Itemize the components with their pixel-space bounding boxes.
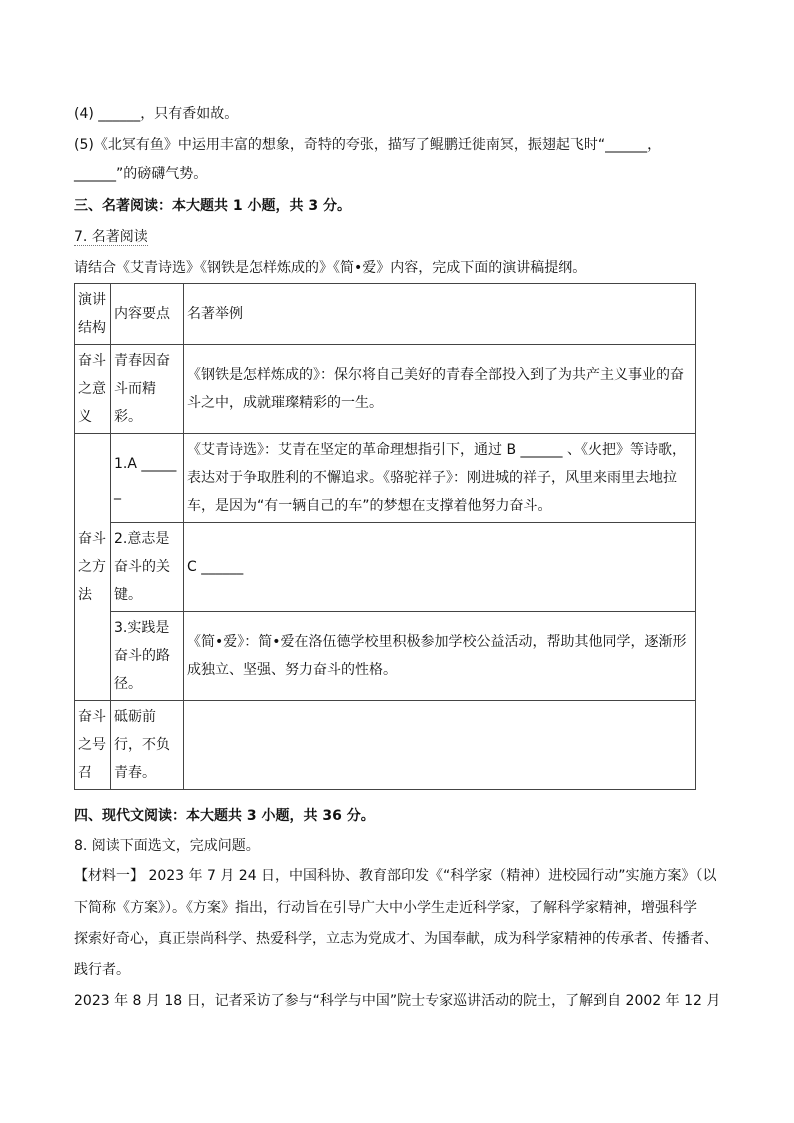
row2-point: 1.A ______ — [111, 434, 184, 523]
question-7-intro: 请结合《艾青诗选》《钢铁是怎样炼成的》《简•爱》内容，完成下面的演讲稿提纲。 — [74, 260, 587, 276]
table-row — [75, 701, 696, 790]
row2-structure: 奋斗之方法 — [75, 434, 111, 701]
row2-example: 《艾青诗选》：艾青在坚定的革命理想指引下，通过 B ______ 、《火把》等诗歌，表达对于争取胜利的不懈追求。《骆驼祥子》：刚进城的祥子，风里来雨里去地拉车，是因为“有一辆自己的车”的梦想在支撑着他努力奋斗。 — [184, 434, 696, 523]
question-4-line: (4) ______，只有香如故。 — [74, 106, 239, 122]
question-5-line-1: (5)《北冥有鱼》中运用丰富的想象，奇特的夸张，描写了鲲鹏迁徙南冥，振翅起飞时“______， — [74, 137, 662, 153]
question-5-line-2: ______”的磅礴气势。 — [74, 166, 208, 182]
row1-structure: 奋斗之意义 — [75, 345, 111, 434]
table-row — [75, 523, 696, 612]
header-example: 名著举例 — [184, 284, 696, 345]
material-1-line-2: 下简称《方案》）。《方案》指出，行动旨在引导广大中小学生走近科学家，了解科学家精神，增强科学 — [74, 900, 697, 916]
table-row — [75, 612, 696, 701]
paragraph-2-line-1: 2023 年 8 月 18 日，记者采访了参与“科学与中国”院士专家巡讲活动的院士，了解到自 2002 年 12 月 — [74, 993, 721, 1009]
header-point: 内容要点 — [111, 284, 184, 345]
row3-example: C ______ — [184, 523, 696, 612]
section-3-heading: 三、名著阅读：本大题共 1 小题，共 3 分。 — [74, 198, 351, 214]
row1-point: 青春因奋斗而精彩。 — [111, 345, 184, 434]
question-7-title-text: 7. 名著阅读 — [74, 229, 148, 245]
table-row — [75, 345, 696, 434]
row5-example — [184, 701, 696, 790]
row5-structure: 奋斗之号召 — [75, 701, 111, 790]
table-row — [75, 434, 696, 523]
row1-example: 《钢铁是怎样炼成的》：保尔将自己美好的青春全部投入到了为共产主义事业的奋斗之中，成就璀璨精彩的一生。 — [184, 345, 696, 434]
row4-example: 《简•爱》：简•爱在洛伍德学校里积极参加学校公益活动，帮助其他同学，逐渐形成独立、坚强、努力奋斗的性格。 — [184, 612, 696, 701]
question-7-title — [74, 227, 148, 247]
material-1-line-4: 践行者。 — [74, 962, 130, 978]
row3-point: 2.意志是奋斗的关键。 — [111, 523, 184, 612]
material-1-line-1: 【材料一】 2023 年 7 月 24 日，中国科协、教育部印发《“科学家（精神）进校园行动”实施方案》（以 — [74, 868, 717, 884]
speech-outline-table — [74, 283, 696, 790]
row4-point: 3.实践是奋斗的路径。 — [111, 612, 184, 701]
material-1-line-3: 探索好奇心，真正崇尚科学、热爱科学，立志为党成才、为国奉献，成为科学家精神的传承者、传播者、 — [74, 931, 718, 947]
question-8-title: 8. 阅读下面选文，完成问题。 — [74, 838, 260, 854]
header-structure: 演讲结构 — [75, 284, 111, 345]
table-header-row — [75, 284, 696, 345]
section-4-heading: 四、现代文阅读：本大题共 3 小题，共 36 分。 — [74, 808, 375, 824]
row5-point: 砥砺前行，不负青春。 — [111, 701, 184, 790]
